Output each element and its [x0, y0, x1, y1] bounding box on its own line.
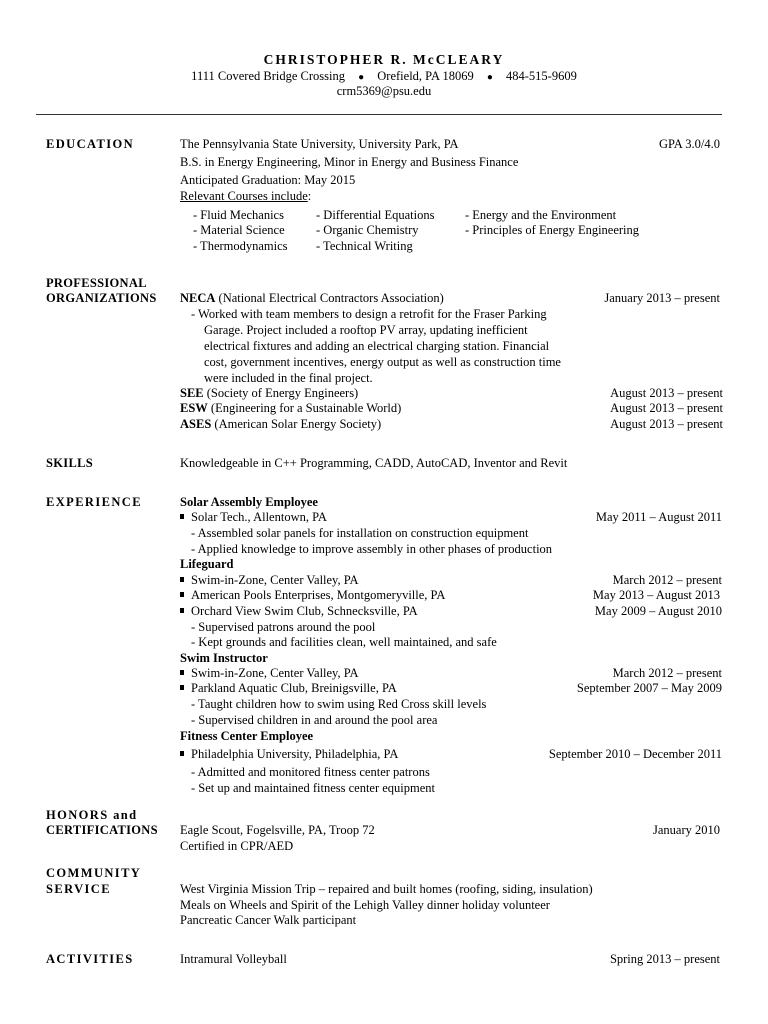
header-divider	[36, 114, 722, 115]
job-place: Swim-in-Zone, Center Valley, PA	[180, 666, 359, 682]
activity-date: Spring 2013 – present	[609, 952, 720, 966]
degree: B.S. in Energy Engineering, Minor in Energy and Business Finance	[180, 155, 519, 169]
community-item: Pancreatic Cancer Walk participant	[180, 913, 357, 927]
graduation: Anticipated Graduation: May 2015	[180, 173, 356, 187]
job-place: American Pools Enterprises, Montgomeryville, PA	[180, 588, 445, 604]
address: 1111 Covered Bridge Crossing	[191, 69, 345, 83]
job-title: Fitness Center Employee	[180, 729, 314, 743]
education-heading: EDUCATION	[46, 137, 135, 151]
job-desc: - Set up and maintained fitness center equipment	[191, 781, 436, 795]
job-place: Orchard View Swim Club, Schnecksville, PA	[180, 604, 418, 620]
course: - Principles of Energy Engineering	[465, 223, 640, 237]
job-date: May 2009 – August 2010	[594, 604, 722, 618]
school: The Pennsylvania State University, University Park, PA	[180, 137, 459, 151]
job-date: May 2013 – August 2013	[592, 588, 720, 602]
job-place: Swim-in-Zone, Center Valley, PA	[180, 573, 359, 589]
org-esw: ESW (Engineering for a Sustainable World)	[180, 401, 402, 415]
course: - Organic Chemistry	[316, 223, 419, 237]
honors-heading: CERTIFICATIONS	[46, 823, 158, 837]
honor-item: Eagle Scout, Fogelsville, PA, Troop 72	[180, 823, 375, 837]
job-date: September 2007 – May 2009	[576, 681, 722, 695]
bullet-icon	[180, 514, 184, 519]
org-desc: Garage. Project included a rooftop PV array, updating inefficient	[204, 323, 528, 337]
org-date: August 2013 – present	[610, 401, 723, 415]
job-date: September 2010 – December 2011	[548, 747, 722, 761]
course: - Thermodynamics	[193, 239, 288, 253]
course: - Technical Writing	[316, 239, 413, 253]
bullet-icon	[180, 751, 184, 756]
courses-label: Relevant Courses include:	[180, 189, 312, 203]
job-place: Philadelphia University, Philadelphia, PA	[180, 747, 398, 763]
honor-item: Certified in CPR/AED	[180, 839, 294, 853]
org-ases: ASES (American Solar Energy Society)	[180, 417, 382, 431]
phone: 484-515-9609	[506, 69, 577, 83]
job-date: March 2012 – present	[612, 666, 722, 680]
job-desc: - Kept grounds and facilities clean, well maintained, and safe	[191, 635, 497, 649]
resume-name: CHRISTOPHER R. McCLEARY	[263, 52, 505, 67]
job-desc: - Admitted and monitored fitness center patrons	[191, 765, 430, 779]
skills-heading: SKILLS	[46, 456, 93, 470]
org-desc: electrical fixtures and adding an electrical charging station. Financial	[204, 339, 550, 353]
course: - Material Science	[193, 223, 285, 237]
honor-date: January 2010	[653, 823, 720, 837]
community-item: Meals on Wheels and Spirit of the Lehigh Valley dinner holiday volunteer	[180, 898, 550, 912]
job-date: May 2011 – August 2011	[595, 510, 722, 524]
job-date: March 2012 – present	[612, 573, 722, 587]
org-desc: cost, government incentives, energy output as well as construction time	[204, 355, 561, 369]
activities-heading: ACTIVITIES	[46, 952, 134, 966]
bullet-icon	[180, 608, 184, 613]
course: - Energy and the Environment	[465, 208, 617, 222]
bullet-icon	[180, 577, 184, 582]
job-desc: - Assembled solar panels for installation on construction equipment	[191, 526, 529, 540]
community-item: West Virginia Mission Trip – repaired and built homes (roofing, siding, insulation)	[180, 882, 593, 896]
org-neca: NECA (National Electrical Contractors Association)	[180, 291, 444, 305]
course: - Differential Equations	[316, 208, 435, 222]
job-desc: - Applied knowledge to improve assembly in other phases of production	[191, 542, 553, 556]
org-date: August 2013 – present	[610, 417, 723, 431]
job-title: Solar Assembly Employee	[180, 495, 318, 509]
activity-item: Intramural Volleyball	[180, 952, 287, 966]
job-desc: - Supervised children in and around the pool area	[191, 713, 438, 727]
job-place: Parkland Aquatic Club, Breinigsville, PA	[180, 681, 397, 697]
job-desc: - Supervised patrons around the pool	[191, 620, 376, 634]
bullet-icon	[180, 685, 184, 690]
email[interactable]: crm5369@psu.edu	[336, 84, 432, 98]
org-date: January 2013 – present	[604, 291, 720, 305]
job-desc: - Taught children how to swim using Red Cross skill levels	[191, 697, 487, 711]
skills-text: Knowledgeable in C++ Programming, CADD, AutoCAD, Inventor and Revit	[180, 456, 568, 470]
experience-heading: EXPERIENCE	[46, 495, 142, 509]
org-see: SEE (Society of Energy Engineers)	[180, 386, 359, 400]
separator-dot: ●	[358, 72, 365, 83]
city: Orefield, PA 18069	[377, 69, 474, 83]
community-heading: SERVICE	[46, 882, 111, 896]
org-desc: were included in the final project.	[204, 371, 373, 385]
separator-dot: ●	[486, 72, 493, 83]
organizations-heading: ORGANIZATIONS	[46, 291, 157, 305]
org-date: August 2013 – present	[610, 386, 723, 400]
honors-heading: HONORS and	[46, 808, 138, 822]
organizations-heading: PROFESSIONAL	[46, 276, 147, 290]
bullet-icon	[180, 670, 184, 675]
community-heading: COMMUNITY	[46, 866, 142, 880]
gpa: GPA 3.0/4.0	[658, 137, 720, 151]
job-title: Lifeguard	[180, 557, 234, 571]
job-place: Solar Tech., Allentown, PA	[180, 510, 327, 526]
job-title: Swim Instructor	[180, 651, 268, 665]
bullet-icon	[180, 592, 184, 597]
course: - Fluid Mechanics	[193, 208, 284, 222]
org-desc: - Worked with team members to design a retrofit for the Fraser Parking	[191, 307, 547, 321]
